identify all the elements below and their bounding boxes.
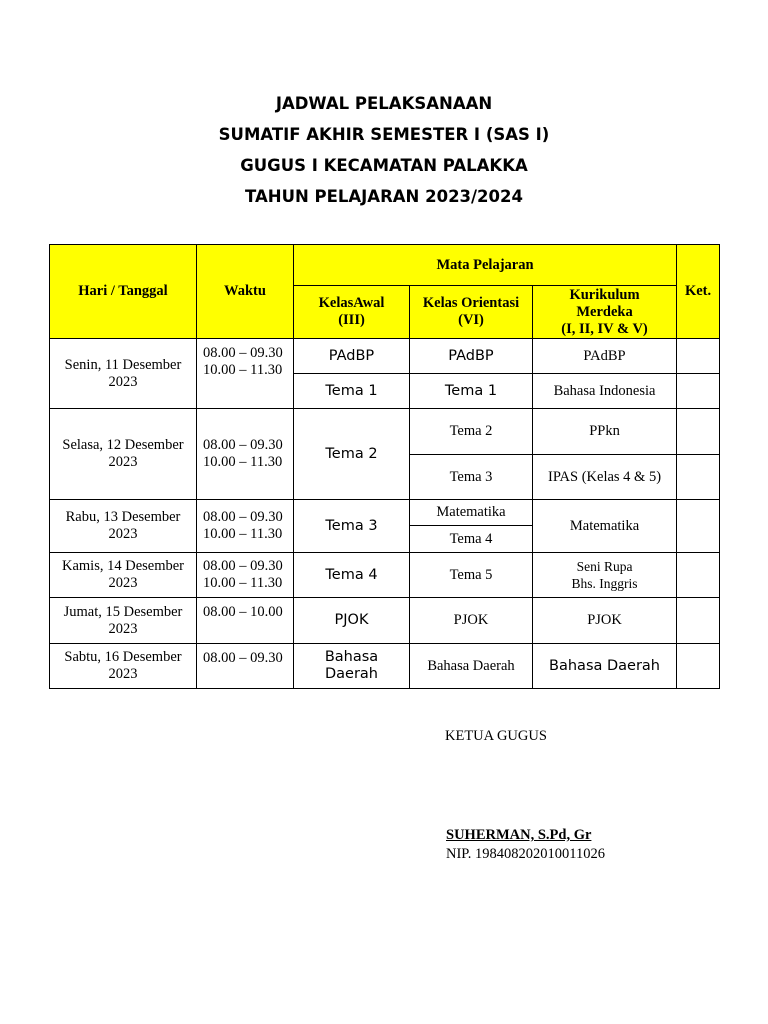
cell-hari-sabtu (50, 644, 197, 689)
cell-sabtu-awal (294, 644, 410, 689)
hari-sabtu-line-1: Sabtu, 16 Desember (64, 649, 182, 665)
cell-rabu-ket (677, 500, 720, 553)
kamis-merdeka-line-1: Seni Rupa (576, 559, 633, 574)
waktu-senin-line-2: 10.00 – 11.30 (203, 362, 283, 378)
header-kurikulum-line-1: Kurikulum (569, 286, 640, 303)
waktu-rabu-line-2: 10.00 – 11.30 (203, 526, 283, 542)
waktu-rabu-line-1: 08.00 – 09.30 (203, 509, 283, 525)
cell-selasa-orientasi-b: Tema 3 (410, 455, 533, 500)
document-title (0, 90, 768, 214)
cell-waktu-rabu (197, 500, 294, 553)
cell-kamis-merdeka (533, 553, 677, 598)
table-row-senin-a (50, 339, 720, 374)
table-row-selasa-a (50, 409, 720, 455)
header-ket: Ket. (677, 245, 720, 339)
waktu-selasa-line-1: 08.00 – 09.30 (203, 437, 283, 453)
header-kurikulum-line-2: Merdeka (576, 303, 633, 320)
cell-sabtu-orientasi: Bahasa Daerah (410, 644, 533, 689)
cell-senin-ket-a (677, 339, 720, 374)
cell-selasa-ket-b (677, 455, 720, 500)
cell-kamis-ket (677, 553, 720, 598)
hari-kamis-line-1: Kamis, 14 Desember (61, 558, 184, 574)
title-line-2: SUMATIF AKHIR SEMESTER I (SAS I) (218, 125, 550, 144)
signature-name: SUHERMAN, S.Pd, Gr (446, 827, 592, 843)
cell-selasa-orientasi-a: Tema 2 (410, 409, 533, 455)
signature-nip: NIP. 198408202010011026 (446, 846, 605, 862)
cell-waktu-senin (197, 339, 294, 409)
header-kelas-orientasi-line-1: Kelas Orientasi (422, 295, 520, 311)
cell-rabu-orientasi-a: Matematika (410, 500, 533, 526)
waktu-senin-line-1: 08.00 – 09.30 (203, 345, 283, 361)
cell-hari-rabu (50, 500, 197, 553)
cell-jumat-merdeka: PJOK (533, 598, 677, 644)
hari-selasa-line-1: Selasa, 12 Desember (62, 437, 184, 453)
cell-sabtu-merdeka: Bahasa Daerah (533, 644, 677, 689)
table-row-jumat (50, 598, 720, 644)
cell-selasa-awal: Tema 2 (294, 409, 410, 500)
hari-jumat-line-1: Jumat, 15 Desember (63, 603, 183, 620)
table-header-row (50, 245, 720, 286)
header-kurikulum-merdeka (533, 286, 677, 339)
cell-senin-merdeka-a: PAdBP (533, 339, 677, 374)
sabtu-awal-line-2: Daerah (324, 666, 378, 682)
header-kelas-orientasi-line-2: (VI) (458, 312, 484, 328)
cell-selasa-merdeka-b: IPAS (Kelas 4 & 5) (533, 455, 677, 500)
header-waktu: Waktu (197, 245, 294, 339)
table-row-rabu-a (50, 500, 720, 526)
hari-kamis-line-2: 2023 (108, 575, 138, 591)
header-kelas-orientasi (410, 286, 533, 339)
cell-jumat-ket (677, 598, 720, 644)
title-line-3: GUGUS I KECAMATAN PALAKKA (240, 156, 528, 175)
header-kelas-awal-line-1: KelasAwal (318, 295, 385, 311)
cell-waktu-selasa (197, 409, 294, 500)
header-mata-pelajaran: Mata Pelajaran (294, 245, 677, 286)
header-kelas-awal-line-2: (III) (338, 312, 365, 328)
cell-rabu-orientasi-b: Tema 4 (410, 526, 533, 553)
hari-jumat-line-2: 2023 (108, 620, 138, 637)
cell-sabtu-ket (677, 644, 720, 689)
cell-senin-ket-b (677, 374, 720, 409)
hari-rabu-line-1: Rabu, 13 Desember (65, 509, 181, 525)
cell-hari-selasa (50, 409, 197, 500)
hari-rabu-line-2: 2023 (108, 526, 138, 542)
cell-kamis-awal: Tema 4 (294, 553, 410, 598)
title-line-4: TAHUN PELAJARAN 2023/2024 (245, 187, 523, 206)
schedule-table (49, 244, 720, 689)
waktu-kamis-line-1: 08.00 – 09.30 (203, 558, 283, 574)
cell-jumat-orientasi: PJOK (410, 598, 533, 644)
cell-selasa-merdeka-a: PPkn (533, 409, 677, 455)
hari-senin-line-1: Senin, 11 Desember (64, 356, 182, 373)
cell-hari-jumat (50, 598, 197, 644)
table-row-sabtu (50, 644, 720, 689)
cell-senin-awal-a: PAdBP (294, 339, 410, 374)
cell-kamis-orientasi: Tema 5 (410, 553, 533, 598)
cell-waktu-kamis (197, 553, 294, 598)
kamis-merdeka-line-2: Bhs. Inggris (571, 576, 638, 591)
signature-role: KETUA GUGUS (445, 728, 547, 744)
cell-jumat-awal: PJOK (294, 598, 410, 644)
cell-hari-senin (50, 339, 197, 409)
cell-waktu-jumat: 08.00 – 10.00 (197, 598, 294, 644)
cell-senin-merdeka-b: Bahasa Indonesia (533, 374, 677, 409)
sabtu-awal-line-1: Bahasa (324, 649, 379, 665)
cell-senin-orientasi-a: PAdBP (410, 339, 533, 374)
cell-rabu-merdeka: Matematika (533, 500, 677, 553)
waktu-selasa-line-2: 10.00 – 11.30 (203, 454, 283, 470)
cell-senin-orientasi-b: Tema 1 (410, 374, 533, 409)
cell-hari-kamis (50, 553, 197, 598)
header-hari-tanggal: Hari / Tanggal (50, 245, 197, 339)
hari-sabtu-line-2: 2023 (108, 666, 138, 682)
title-line-1: JADWAL PELAKSANAAN (275, 94, 493, 113)
header-kurikulum-line-3: (I, II, IV & V) (561, 320, 648, 337)
cell-senin-awal-b: Tema 1 (294, 374, 410, 409)
header-kelas-awal (294, 286, 410, 339)
table-row-kamis (50, 553, 720, 598)
cell-waktu-sabtu: 08.00 – 09.30 (197, 644, 294, 689)
cell-selasa-ket-a (677, 409, 720, 455)
hari-selasa-line-2: 2023 (108, 454, 138, 470)
hari-senin-line-2: 2023 (108, 373, 138, 390)
waktu-kamis-line-2: 10.00 – 11.30 (203, 575, 283, 591)
cell-rabu-awal: Tema 3 (294, 500, 410, 553)
